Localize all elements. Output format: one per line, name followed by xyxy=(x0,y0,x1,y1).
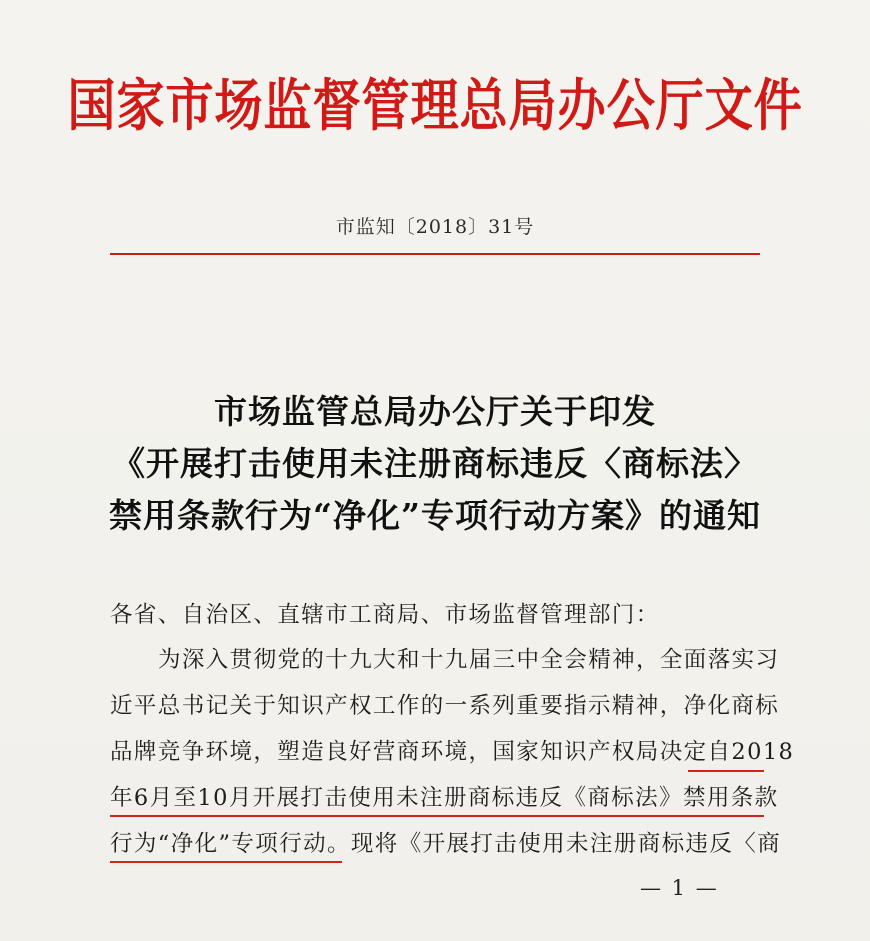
notice-title-line-1: 市场监管总局办公厅关于印发 xyxy=(214,392,656,431)
red-separator-line xyxy=(110,253,760,255)
body-line-3: 品牌竞争环境，塑造良好营商环境，国家知识产权局决定自2018 xyxy=(110,739,795,765)
document-number: 市监知〔2018〕31号 xyxy=(335,216,535,238)
highlight-underline xyxy=(110,861,342,863)
highlight-underline xyxy=(110,815,764,817)
notice-title-line-3: 禁用条款行为“净化”专项行动方案》的通知 xyxy=(109,496,761,535)
issuing-authority-header: 国家市场监督管理总局办公厅文件 xyxy=(67,73,803,139)
highlight-underline xyxy=(688,770,764,772)
body-line-2: 近平总书记关于知识产权工作的一系列重要指示精神，净化商标 xyxy=(110,693,780,719)
body-line-5: 行为“净化”专项行动。现将《开展打击使用未注册商标违反〈商 xyxy=(110,831,782,857)
body-line-4: 年6月至10月开展打击使用未注册商标违反《商标法》禁用条款 xyxy=(110,785,779,811)
notice-title-line-2: 《开展打击使用未注册商标违反〈商标法〉 xyxy=(112,444,758,483)
page-number: — 1 — xyxy=(640,876,719,900)
body-line-1: 为深入贯彻党的十九大和十九届三中全会精神，全面落实习 xyxy=(158,647,780,673)
addressee-line: 各省、自治区、直辖市工商局、市场监督管理部门： xyxy=(110,602,660,628)
